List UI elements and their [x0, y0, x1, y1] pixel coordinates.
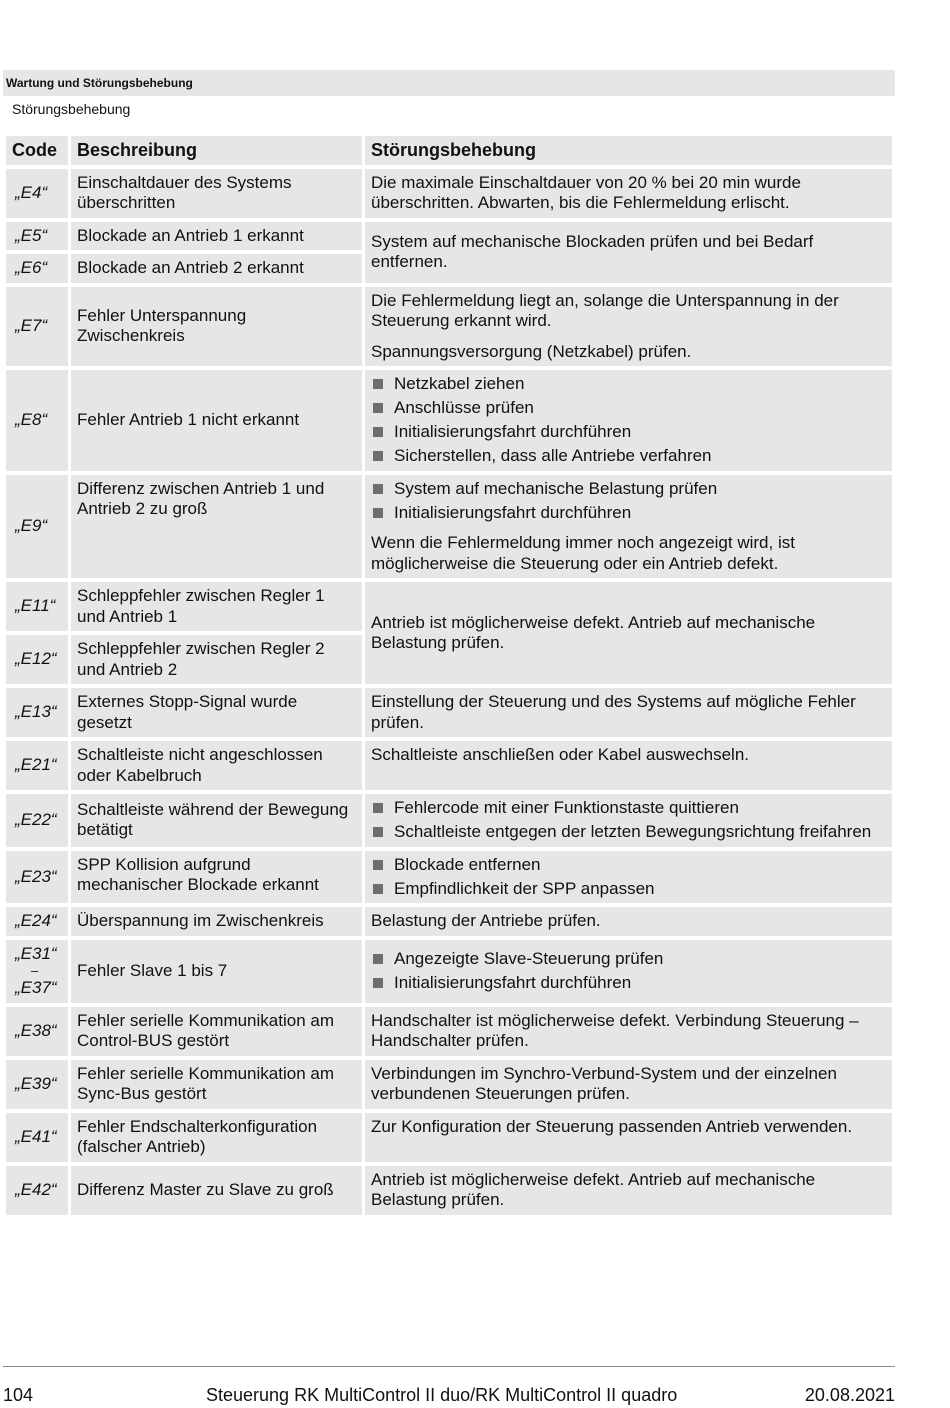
error-code: „E23“	[6, 851, 68, 904]
fix-bullet: Angezeigte Slave-Steuerung prüfen	[371, 949, 886, 970]
column-header-code: Code	[6, 136, 68, 165]
error-fix: Antrieb ist möglicherweise defekt. Antrieb auf mechanische Belastung prüfen.	[365, 582, 892, 684]
error-code: „E8“	[6, 370, 68, 471]
error-description: Fehler serielle Kommunikation am Control-BUS gestört	[71, 1007, 362, 1056]
table-header-row	[6, 136, 892, 165]
table-row	[6, 1166, 892, 1215]
document-date: 20.08.2021	[804, 1385, 895, 1405]
error-code: „E9“	[6, 475, 68, 579]
table-row	[6, 1113, 892, 1162]
error-fix	[365, 475, 892, 579]
table-row	[6, 287, 892, 367]
error-description: Fehler Endschalterkonfiguration (falscher Antrieb)	[71, 1113, 362, 1162]
document-title: Steuerung RK MultiControl II duo/RK MultiControl II quadro	[206, 1385, 678, 1405]
table-row	[6, 907, 892, 936]
error-description: Fehler Antrieb 1 nicht erkannt	[71, 370, 362, 471]
footer-divider	[3, 1366, 895, 1367]
table-row	[6, 741, 892, 790]
fix-bullet: System auf mechanische Belastung prüfen	[371, 479, 886, 500]
fix-bullet-list	[371, 479, 886, 524]
error-description: Blockade an Antrieb 2 erkannt	[71, 254, 362, 283]
error-description: SPP Kollision aufgrund mechanischer Blockade erkannt	[71, 851, 362, 904]
table-row	[6, 370, 892, 471]
column-header-fix: Störungsbehebung	[365, 136, 892, 165]
error-fix	[365, 940, 892, 1003]
error-fix: Die maximale Einschaltdauer von 20 % bei 20 min wurde überschritten. Abwarten, bis die Fehlermeldung erlischt.	[365, 169, 892, 218]
error-code: „E39“	[6, 1060, 68, 1109]
subsection-title: Störungsbehebung	[12, 101, 131, 117]
error-code-range	[6, 940, 68, 1003]
fix-bullet: Sicherstellen, dass alle Antriebe verfahren	[371, 446, 886, 467]
error-fix: Einstellung der Steuerung und des Systems auf mögliche Fehler prüfen.	[365, 688, 892, 737]
error-fix: Verbindungen im Synchro-Verbund-System und der einzelnen verbundenen Steuerungen prüfen.	[365, 1060, 892, 1109]
fix-bullet-list	[371, 855, 886, 900]
error-code: „E7“	[6, 287, 68, 367]
error-description: Fehler serielle Kommunikation am Sync-Bus gestört	[71, 1060, 362, 1109]
table-row	[6, 222, 892, 251]
fix-bullet-list	[371, 798, 886, 843]
fix-bullet: Initialisierungsfahrt durchführen	[371, 422, 886, 443]
error-code: „E13“	[6, 688, 68, 737]
error-code-start: „E31“	[15, 943, 57, 963]
fix-bullet: Blockade entfernen	[371, 855, 886, 876]
error-code: „E42“	[6, 1166, 68, 1215]
error-description: Fehler Slave 1 bis 7	[71, 940, 362, 1003]
error-fix: Schaltleiste anschließen oder Kabel auswechseln.	[365, 741, 892, 790]
error-fix	[365, 794, 892, 847]
page-number: 104	[3, 1385, 34, 1405]
fix-bullet-list	[371, 949, 886, 994]
fix-bullet: Empfindlichkeit der SPP anpassen	[371, 879, 886, 900]
error-fix	[365, 287, 892, 367]
fix-bullet: Initialisierungsfahrt durchführen	[371, 973, 886, 994]
error-code: „E12“	[6, 635, 68, 684]
error-description: Differenz zwischen Antrieb 1 und Antrieb 2 zu groß	[71, 475, 362, 579]
error-description: Schleppfehler zwischen Regler 1 und Antrieb 1	[71, 582, 362, 631]
error-code: „E5“	[6, 222, 68, 251]
section-header: Wartung und Störungsbehebung	[3, 70, 895, 96]
error-description: Schaltleiste während der Bewegung betätigt	[71, 794, 362, 847]
error-code: „E21“	[6, 741, 68, 790]
fix-bullet: Schaltleiste entgegen der letzten Bewegungsrichtung freifahren	[371, 822, 886, 843]
table-row	[6, 169, 892, 218]
fix-paragraph: Die Fehlermeldung liegt an, solange die Unterspannung in der Steuerung erkannt wird.	[371, 290, 839, 330]
fix-note: Wenn die Fehlermeldung immer noch angezeigt wird, ist möglicherweise die Steuerung oder ein Antrieb defekt.	[371, 533, 795, 573]
error-fix: Handschalter ist möglicherweise defekt. Verbindung Steuerung – Handschalter prüfen.	[365, 1007, 892, 1056]
fix-bullet: Netzkabel ziehen	[371, 374, 886, 395]
fix-bullet: Fehlercode mit einer Funktionstaste quittieren	[371, 798, 886, 819]
error-code: „E24“	[6, 907, 68, 936]
table-row	[6, 688, 892, 737]
error-code-table	[3, 132, 895, 1219]
error-fix: Zur Konfiguration der Steuerung passenden Antrieb verwenden.	[365, 1113, 892, 1162]
fix-bullet-list	[371, 374, 886, 467]
error-description: Einschaltdauer des Systems überschritten	[71, 169, 362, 218]
table-row	[6, 582, 892, 631]
table-row	[6, 940, 892, 1003]
table-row	[6, 851, 892, 904]
error-code: „E6“	[6, 254, 68, 283]
error-fix: System auf mechanische Blockaden prüfen und bei Bedarf entfernen.	[365, 222, 892, 283]
error-code: „E11“	[6, 582, 68, 631]
error-fix	[365, 370, 892, 471]
error-code-end: „E37“	[15, 978, 57, 997]
error-description: Fehler Unterspannung Zwischenkreis	[71, 287, 362, 367]
range-dash: –	[31, 963, 39, 978]
error-description: Differenz Master zu Slave zu groß	[71, 1166, 362, 1215]
table-row	[6, 1007, 892, 1056]
column-header-description: Beschreibung	[71, 136, 362, 165]
error-code: „E41“	[6, 1113, 68, 1162]
fix-bullet: Initialisierungsfahrt durchführen	[371, 503, 886, 524]
error-fix: Antrieb ist möglicherweise defekt. Antrieb auf mechanische Belastung prüfen.	[365, 1166, 892, 1215]
error-description: Blockade an Antrieb 1 erkannt	[71, 222, 362, 251]
table-row	[6, 794, 892, 847]
error-fix	[365, 851, 892, 904]
error-description: Externes Stopp-Signal wurde gesetzt	[71, 688, 362, 737]
table-row	[6, 1060, 892, 1109]
fix-bullet: Anschlüsse prüfen	[371, 398, 886, 419]
error-code: „E38“	[6, 1007, 68, 1056]
error-code: „E22“	[6, 794, 68, 847]
error-description: Schleppfehler zwischen Regler 2 und Antrieb 2	[71, 635, 362, 684]
fix-paragraph: Spannungsversorgung (Netzkabel) prüfen.	[371, 341, 692, 361]
error-fix: Belastung der Antriebe prüfen.	[365, 907, 892, 936]
error-code: „E4“	[6, 169, 68, 218]
error-description: Schaltleiste nicht angeschlossen oder Kabelbruch	[71, 741, 362, 790]
error-description: Überspannung im Zwischenkreis	[71, 907, 362, 936]
table-row	[6, 475, 892, 579]
